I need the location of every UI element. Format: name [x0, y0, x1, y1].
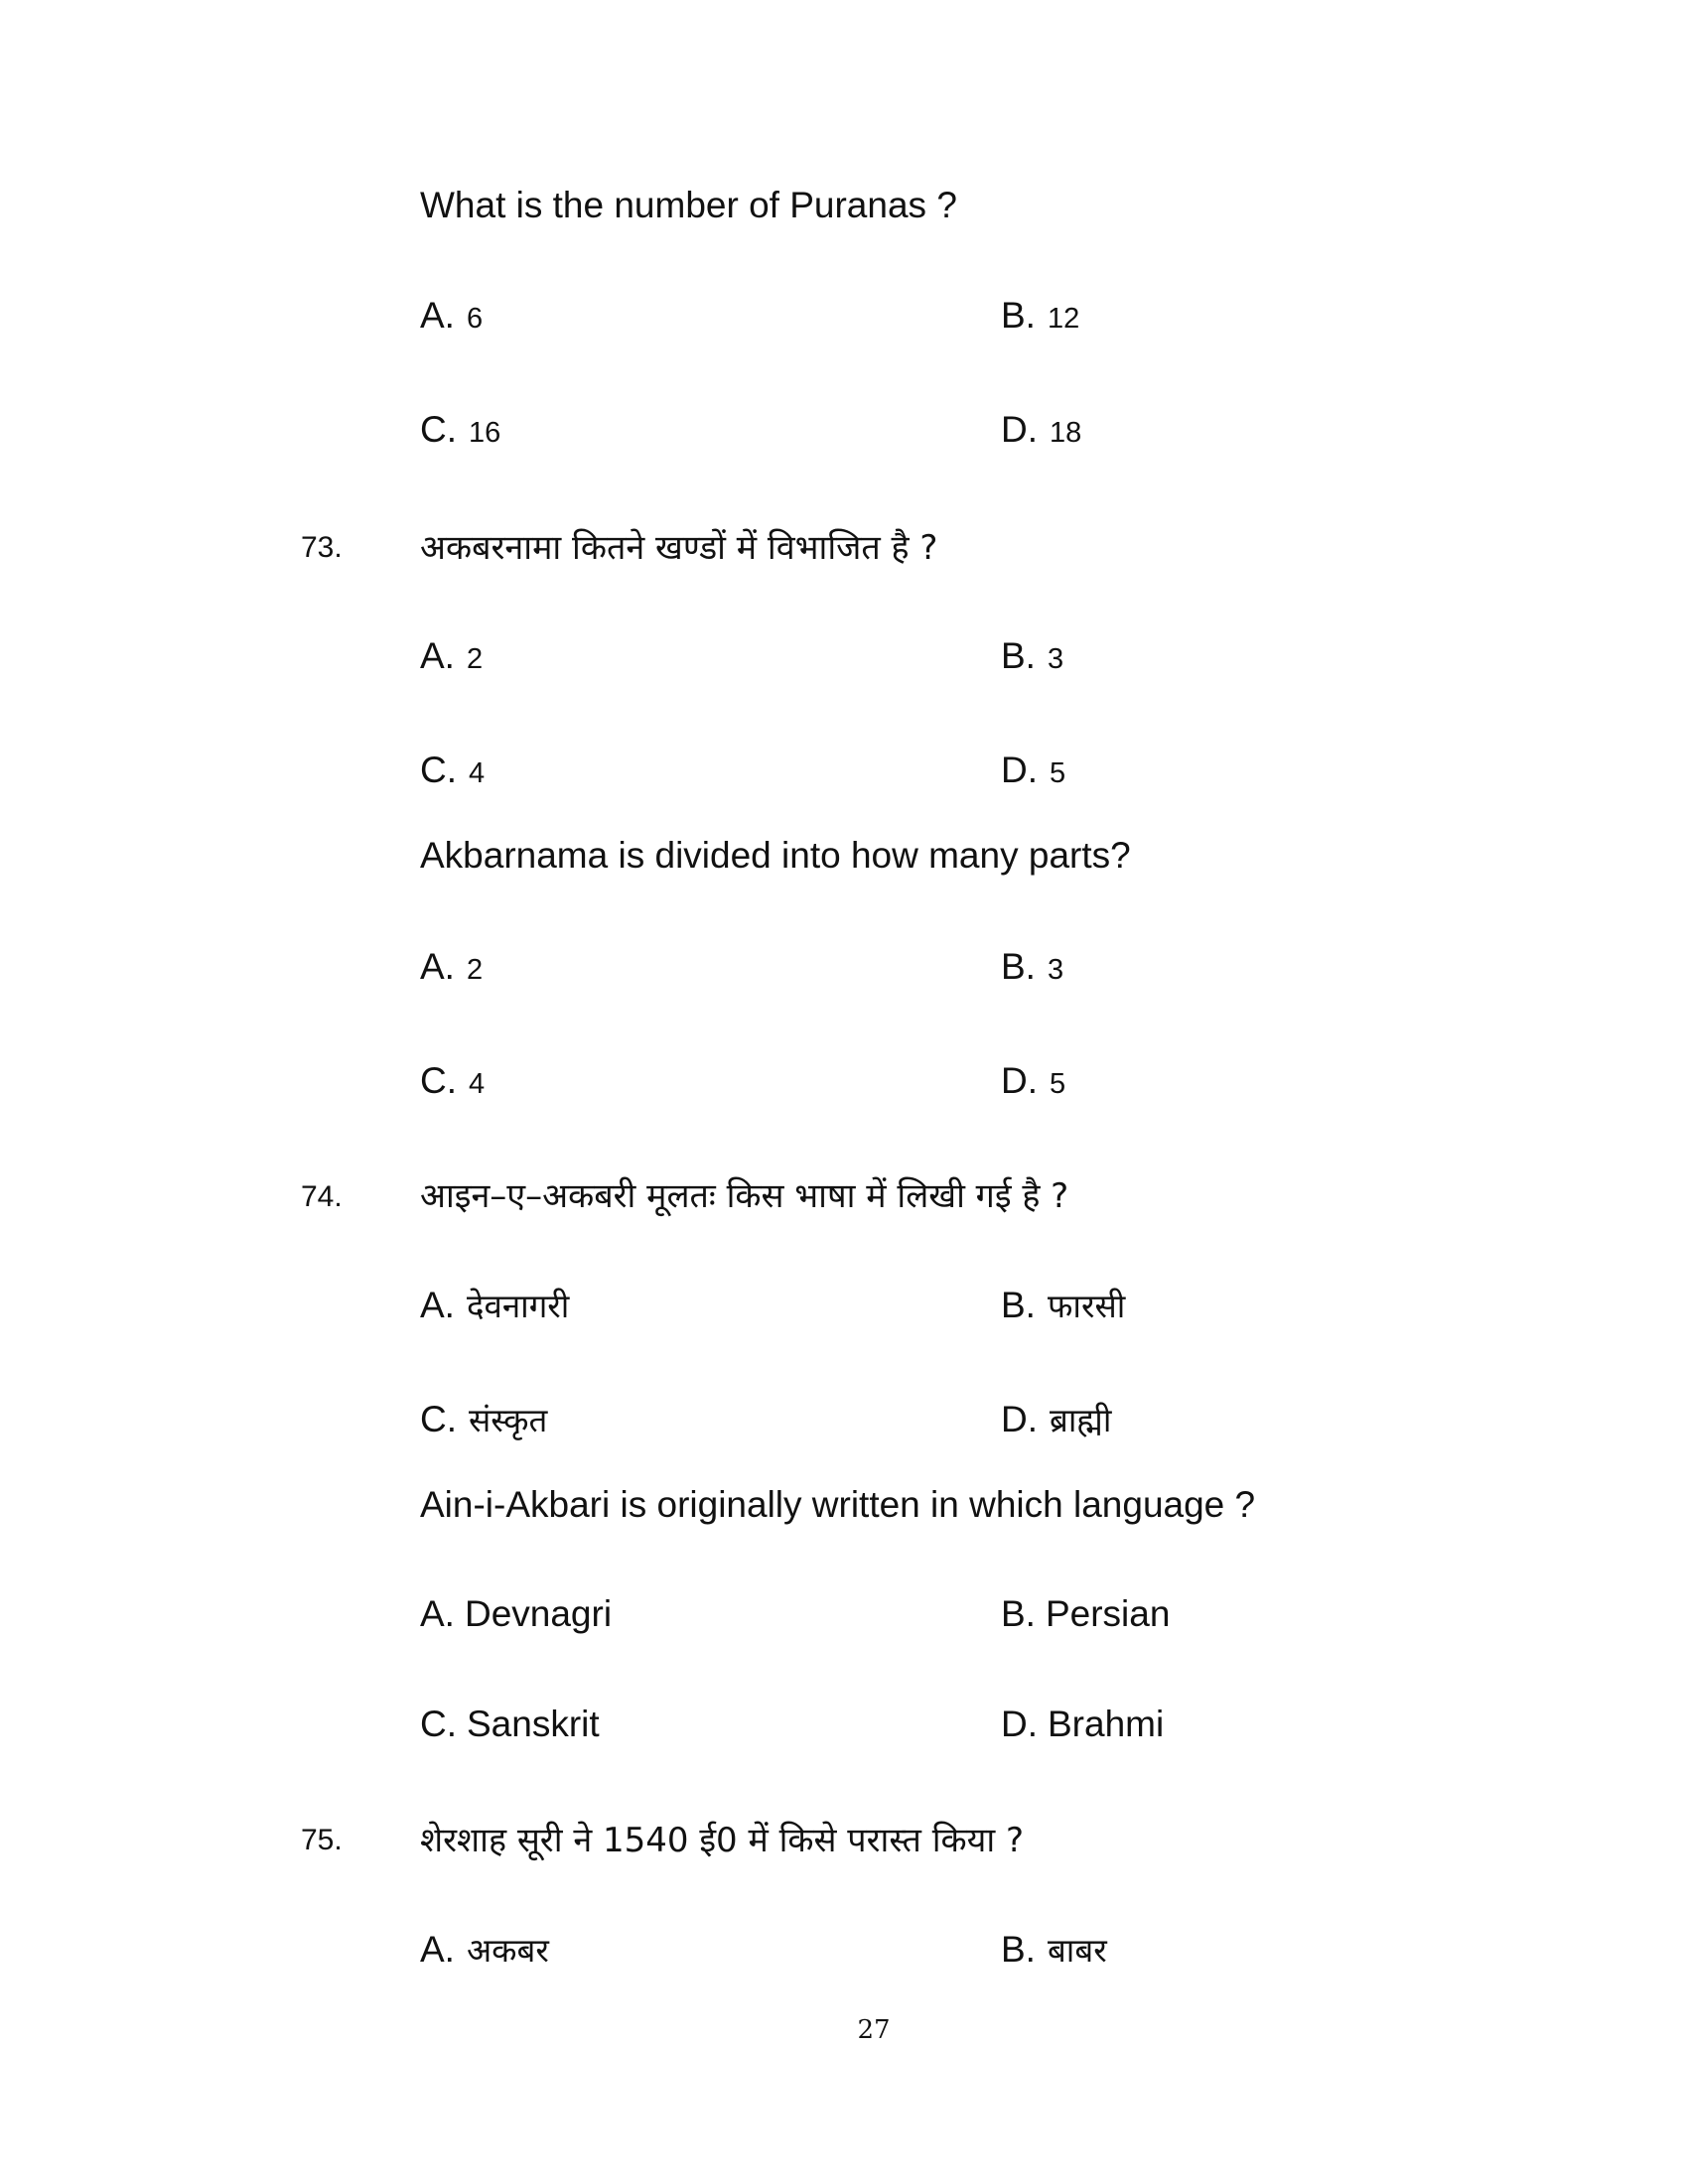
option-letter: C.: [420, 1399, 457, 1439]
option-letter: D.: [1001, 409, 1038, 450]
option-value: 16: [469, 417, 501, 449]
option-value: देवनागरी: [466, 1287, 570, 1325]
option-letter: B.: [1001, 635, 1036, 676]
option-a: [420, 946, 483, 988]
question-text: Akbarnama is divided into how many parts?: [420, 835, 1131, 876]
option-d: [1001, 1704, 1164, 1745]
option-letter: B.: [1001, 1929, 1036, 1970]
option-value: 4: [469, 757, 486, 789]
option-b: [1001, 295, 1079, 337]
option-letter: C.: [420, 750, 457, 790]
question-text-hindi: आइन–ए–अकबरी मूलतः किस भाषा में लिखी गई है ?: [420, 1176, 1069, 1216]
option-c: [420, 1397, 547, 1441]
option-b: [1001, 1593, 1170, 1635]
option-b: [1001, 635, 1063, 677]
option-letter: D.: [1001, 750, 1038, 790]
option-letter: C.: [420, 1704, 457, 1744]
option-d: [1001, 750, 1065, 791]
option-letter: A.: [420, 946, 455, 987]
option-a: [420, 1593, 612, 1635]
option-c: [420, 1060, 485, 1102]
page-number: 27: [857, 2015, 891, 2045]
option-b: [1001, 946, 1063, 988]
option-letter: A.: [420, 295, 455, 336]
option-value: 3: [1047, 954, 1064, 986]
option-value: 2: [466, 643, 484, 675]
option-value: 6: [466, 303, 484, 335]
option-value: बाबर: [1047, 1931, 1107, 1970]
option-a: [420, 1283, 569, 1327]
option-letter: C.: [420, 1060, 457, 1101]
option-d: [1001, 1060, 1065, 1102]
option-a: [420, 1927, 549, 1972]
option-letter: A.: [420, 1929, 455, 1970]
option-letter: B.: [1001, 1593, 1036, 1634]
option-letter: A.: [420, 635, 455, 676]
option-c: [420, 750, 485, 791]
question-text-hindi: अकबरनामा कितने खण्डों में विभाजित है ?: [420, 528, 938, 568]
option-value: ब्राह्मी: [1050, 1401, 1112, 1439]
option-b: [1001, 1927, 1107, 1972]
option-letter: C.: [420, 409, 457, 450]
option-value: Devnagri: [464, 1593, 613, 1634]
option-value: 5: [1050, 1068, 1066, 1100]
question-text: Ain-i-Akbari is originally written in which language ?: [420, 1484, 1256, 1525]
option-value: Sanskrit: [467, 1704, 600, 1744]
option-value: Brahmi: [1048, 1704, 1165, 1744]
option-value: 12: [1047, 303, 1080, 335]
option-value: 2: [466, 954, 484, 986]
option-letter: D.: [1001, 1704, 1038, 1744]
option-letter: B.: [1001, 1285, 1036, 1325]
option-c: [420, 1704, 600, 1745]
option-a: [420, 295, 483, 337]
option-d: [1001, 1397, 1111, 1441]
option-value: अकबर: [466, 1931, 549, 1970]
option-letter: A.: [420, 1285, 455, 1325]
option-value: फारसी: [1047, 1287, 1126, 1325]
question-text: What is the number of Puranas ?: [420, 185, 957, 225]
option-c: [420, 409, 500, 451]
option-letter: B.: [1001, 946, 1036, 987]
option-value: 4: [469, 1068, 486, 1100]
question-number: 75.: [301, 1824, 343, 1856]
option-value: 18: [1050, 417, 1082, 449]
option-a: [420, 635, 483, 677]
question-number: 74.: [301, 1180, 343, 1213]
option-letter: D.: [1001, 1060, 1038, 1101]
question-number: 73.: [301, 531, 343, 564]
option-value: 5: [1050, 757, 1066, 789]
option-letter: A.: [420, 1593, 455, 1634]
option-value: संस्कृत: [469, 1401, 548, 1439]
option-b: [1001, 1283, 1125, 1327]
question-text-hindi: शेरशाह सूरी ने 1540 ई0 में किसे परास्त किया ?: [420, 1821, 1025, 1860]
option-letter: D.: [1001, 1399, 1038, 1439]
option-value: Persian: [1045, 1593, 1171, 1634]
option-d: [1001, 409, 1081, 451]
option-value: 3: [1047, 643, 1064, 675]
option-letter: B.: [1001, 295, 1036, 336]
